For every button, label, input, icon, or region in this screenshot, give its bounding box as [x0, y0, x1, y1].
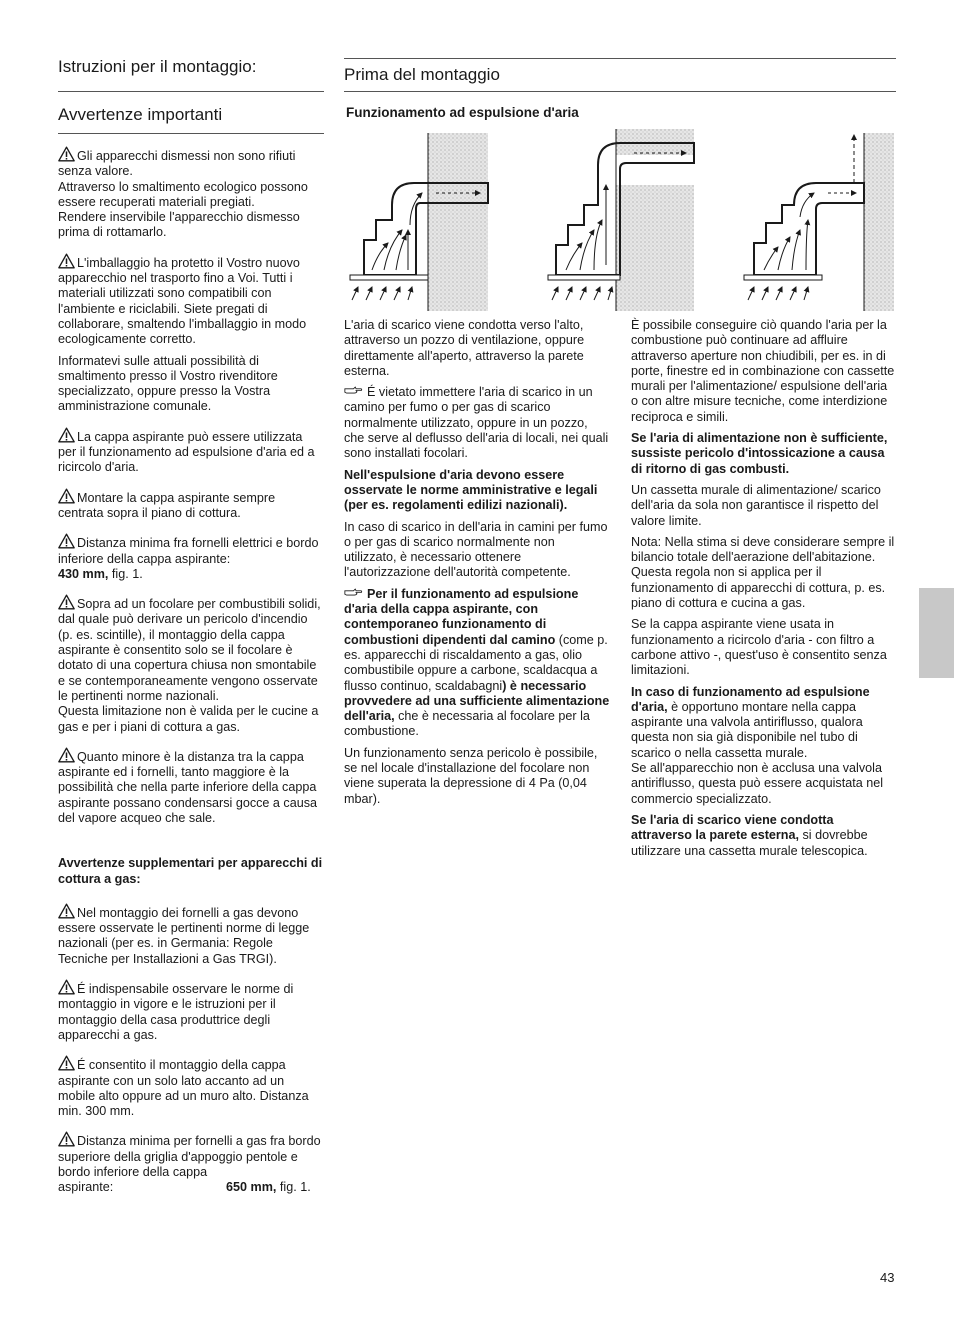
paragraph: È possibile conseguire ciò quando l'aria per la combustione può continuare ad affluire attraverso aperture non chiudibili, per es. in di porte, finestre ed in combinazione con cassette murali per l'alimentazione/ espulsione dell'aria o con altre misure tecniche, come interdizione reciproca e simili. — [631, 318, 895, 424]
paragraph: Un cassetta murale di alimentazione/ scarico dell'aria da sola non garantisce il rispetto del valore limite. — [631, 482, 881, 528]
right-header — [344, 58, 896, 92]
gas-subheading: Avvertenze supplementari per apparecchi di cottura a gas: — [58, 856, 323, 886]
paragraph: Per il funzionamento ad espulsione d'aria della cappa aspirante, con contemporaneo funzionamento di combustioni dipendenti dal camino (come p. es. apparecchi di riscaldamento a gas, olio combustibile oppure a carbone, scaldacqua a flusso continuo, scaldabagni) è necessario provvedere ad una sufficiente alimentazione dell'aria, che è necessaria al focolare per la combustione. — [344, 586, 610, 739]
paragraph: Nell'espulsione d'aria devono essere osservate le norme amministrative e legali (per es. regolamenti edilizi nazionali). — [344, 467, 598, 513]
paragraph: É vietato immettere l'aria di scarico in un camino per fumo o per gas di scarico normalmente utilizzato, oppure in un pozzo, che serve al deflusso dell'aria di locali, nei quali sono installati focolari. — [344, 385, 609, 461]
warning-icon — [58, 533, 75, 549]
warning-icon — [58, 1131, 75, 1147]
warning-icon — [58, 1055, 75, 1071]
warning-icon — [58, 979, 75, 995]
paragraph: In caso di funzionamento ad espulsione d'aria, è opportuno montare nella cappa aspirante una valvola antiriflusso, qualora questa non sia già disponibile nel tubo di scarico o nella cassetta murale. — [631, 684, 870, 760]
diagram-external-wall-exhaust — [744, 133, 894, 311]
paragraph: Gli apparecchi dismessi non sono rifiuti senza valore. — [58, 146, 324, 180]
paragraph: É consentito il montaggio della cappa aspirante con un solo lato accanto ad un mobile alto oppure ad un muro alto. Distanza min. 300 mm. — [58, 1055, 324, 1119]
warnings-title: Avvertenze importanti — [58, 105, 223, 124]
paragraph: Distanza minima fra fornelli elettrici e bordo inferiore della cappa aspirante: 430 mm, fig. 1. — [58, 533, 324, 582]
paragraph: L'aria di scarico viene condotta verso l'alto, attraverso un pozzo di ventilazione, oppure direttamente all'aperto, attraverso la parete esterna. — [344, 318, 585, 378]
paragraph: Attraverso lo smaltimento ecologico possono essere recuperati materiali pregiati. — [58, 179, 308, 209]
diagram-wall-exhaust — [350, 133, 488, 311]
exhaust-diagrams — [344, 125, 896, 315]
warning-icon — [58, 488, 75, 504]
paragraph: Se la cappa aspirante viene usata in funzionamento a ricircolo d'aria - con filtro a carbone attivo -, quest'uso è consentito senza limitazioni. — [631, 617, 887, 678]
paragraph: É indispensabile osservare le norme di montaggio in vigore e le istruzioni per il montaggio della casa produttrice degli apparecchi a gas. — [58, 979, 324, 1043]
exhaust-section-title: Funzionamento ad espulsione d'aria — [346, 105, 579, 120]
paragraph: Se all'apparecchio non è acclusa una valvola antiriflusso, questa può essere acquistata nel commercio specializzato. — [631, 761, 884, 806]
warning-icon — [58, 594, 75, 610]
paragraph: L'imballaggio ha protetto il Vostro nuovo apparecchio nel trasporto fino a Voi. Tutti i materiali utilizzati sono compatibili con l'ambiente e riciclabili. Siete pregati di collaborare, smaltendo l'imballaggio in modo ecologicamente corretto. — [58, 253, 324, 348]
pointing-hand-icon — [344, 587, 363, 598]
right-column — [631, 318, 897, 865]
paragraph: Se l'aria di alimentazione non è sufficiente, sussiste pericolo d'intossicazione a causa di ritorno di gas combusti. — [631, 431, 888, 476]
paragraph: In caso di scarico in dell'aria in camini per fumo o per gas di scarico normalmente non utilizzato, è necessario ottenere l'autorizzazione dell'autorità competente. — [344, 519, 608, 580]
warning-icon — [58, 903, 75, 919]
divider — [58, 91, 324, 92]
paragraph: Rendere inservibile l'apparecchio dismesso prima di rottamarlo. — [58, 210, 300, 240]
warning-icon — [58, 747, 75, 763]
page-number: 43 — [880, 1270, 895, 1285]
paragraph: Questa limitazione non è valida per le cucine a gas e per i piani di cottura a gas. — [58, 704, 319, 734]
paragraph: Un funzionamento senza pericolo è possibile, se nel locale d'installazione del focolare non viene superata la depressione di 4 Pa (0,04 mbar). — [344, 745, 598, 806]
paragraph: Montare la cappa aspirante sempre centrata sopra il piano di cottura. — [58, 488, 324, 522]
paragraph: Distanza minima per fornelli a gas fra bordo superiore della griglia d'appoggio pentole e bordo inferiore della cappa aspirante: 650 mm, fig. 1. — [58, 1131, 324, 1195]
middle-column — [344, 318, 610, 813]
paragraph: Nota: Nella stima si deve considerare sempre il bilancio totale dell'aerazione dell'abitazione. Questa regola non si applica per il funzionamento di apparecchi di cottura, p. es. piano di cottura e cucina a gas. — [631, 534, 895, 611]
warning-icon — [58, 146, 75, 162]
left-column — [58, 56, 324, 1202]
warning-icon — [58, 253, 75, 269]
before-mounting-title: Prima del montaggio — [344, 65, 500, 84]
instructions-title: Istruzioni per il montaggio: — [58, 57, 257, 76]
paragraph: Informatevi sulle attuali possibilità di smaltimento presso il Vostro rivenditore specializzato, oppure presso la Vostra amministrazione comunale. — [58, 353, 278, 414]
divider — [344, 58, 896, 59]
divider — [58, 133, 324, 134]
warning-icon — [58, 427, 75, 443]
pointing-hand-icon — [344, 385, 363, 396]
paragraph: La cappa aspirante può essere utilizzata per il funzionamento ad espulsione d'aria ed a ricircolo d'aria. — [58, 427, 324, 476]
divider — [344, 91, 896, 92]
paragraph: Quanto minore è la distanza tra la cappa aspirante ed i fornelli, tanto maggiore è la possibilità che nella parte inferiore della cappa aspirante possano condensarsi gocce a causa del vapore acqueo che sale. — [58, 747, 324, 826]
paragraph: Nel montaggio dei fornelli a gas devono essere osservate le pertinenti norme di legge nazionali (per es. in Germania: Regole Tecniche per Installazioni a Gas TRGI). — [58, 903, 324, 967]
language-tab — [919, 588, 954, 678]
paragraph: Se l'aria di scarico viene condotta attraverso la parete esterna, si dovrebbe utilizzare una cassetta murale telescopica. — [631, 812, 868, 858]
diagram-shaft-exhaust — [548, 129, 694, 311]
paragraph: Sopra ad un focolare per combustibili solidi, dal quale può derivare un pericolo d'incendio (p. es. scintille), il montaggio della cappa aspirante è consentito solo se il focolare è dotato di una copertura chiusa non smontabile e se contemporaneamente vengono osservate le pertinenti norme nazionali. — [58, 594, 324, 704]
